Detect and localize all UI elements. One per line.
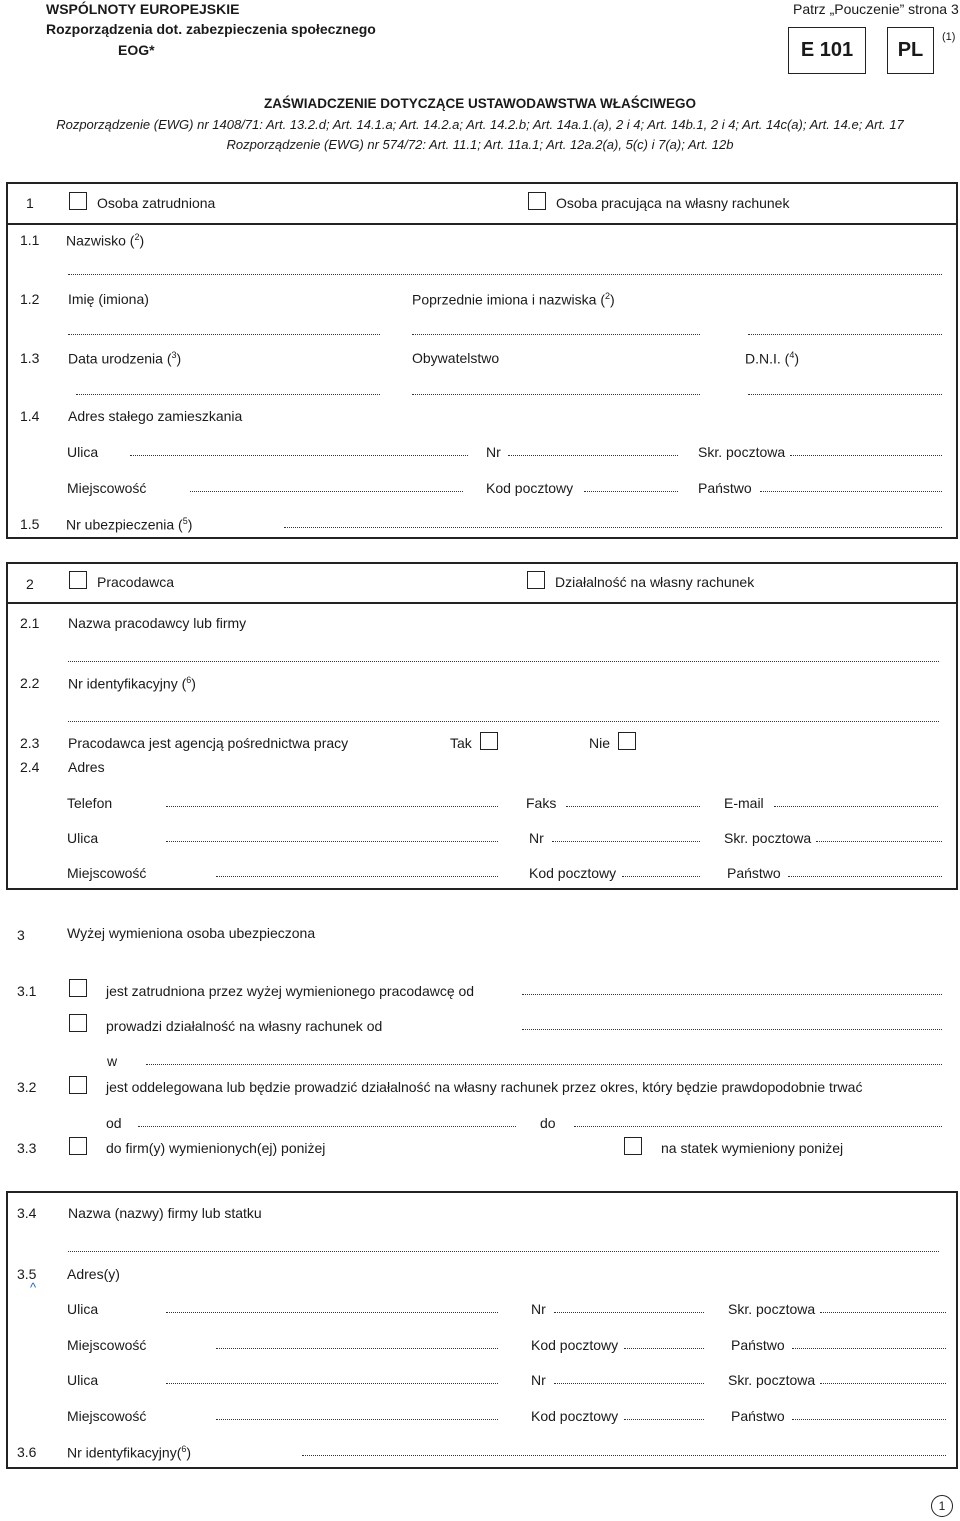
section-3-frame <box>6 1191 958 1469</box>
agency-no-label: Nie <box>589 735 611 751</box>
section-3-heading: Wyżej wymieniona osoba ubezpieczona <box>67 925 316 941</box>
firm-po-box-2-field[interactable] <box>820 1383 946 1384</box>
instructions-note: Patrz „Pouczenie” strona 3 <box>793 1 959 17</box>
employer-po-box-field[interactable] <box>816 841 942 842</box>
nationality-field[interactable] <box>412 394 700 395</box>
birth-date-label <box>68 351 181 366</box>
page-number: 1 <box>931 1495 953 1517</box>
employer-postcode-field[interactable] <box>622 876 700 877</box>
to-ship-label: na statek wymieniony poniżej <box>661 1140 844 1156</box>
surname-label <box>66 233 144 248</box>
employed-since-label: jest zatrudniona przez wyżej wymienionego pracodawcę od <box>106 983 475 999</box>
firm-id-footnote: 6 <box>181 1444 187 1454</box>
employer-country-label: Państwo <box>727 865 781 881</box>
item-2-4-number: 2.4 <box>20 759 40 775</box>
employed-since-checkbox[interactable] <box>69 979 87 997</box>
self-since-checkbox[interactable] <box>69 1014 87 1032</box>
firm-postcode-1-label: Kod pocztowy <box>531 1337 619 1353</box>
firm-street-1-label: Ulica <box>67 1301 99 1317</box>
period-to-field[interactable] <box>574 1126 942 1127</box>
insurance-number-label <box>66 517 192 532</box>
previous-names-footnote: 2 <box>604 291 610 301</box>
firm-number-1-field[interactable] <box>554 1312 704 1313</box>
birth-date-field[interactable] <box>76 394 380 395</box>
employer-checkbox[interactable] <box>69 571 87 589</box>
postcode-label: Kod pocztowy <box>486 480 574 496</box>
surname-field[interactable] <box>68 274 942 275</box>
period-from-label: od <box>106 1115 122 1131</box>
item-3-6-number: 3.6 <box>17 1444 37 1460</box>
item-3-4-number: 3.4 <box>17 1205 37 1221</box>
dni-footnote: 4 <box>789 350 795 360</box>
firm-street-2-field[interactable] <box>166 1383 498 1384</box>
previous-names-close: ) <box>610 291 615 308</box>
employer-number-field[interactable] <box>552 841 700 842</box>
employer-id-field[interactable] <box>68 721 939 722</box>
agency-yes-label: Tak <box>450 735 472 751</box>
agency-label: Pracodawca jest agencją pośrednictwa pracy <box>68 735 349 751</box>
agency-yes-checkbox[interactable] <box>480 732 498 750</box>
item-2-2-number: 2.2 <box>20 675 40 691</box>
self-activity-label: Działalność na własny rachunek <box>555 574 755 590</box>
employer-address-label: Adres <box>68 759 105 775</box>
org-line-2: Rozporządzenia dot. zabezpieczenia społecznego <box>46 21 376 37</box>
in-label: w <box>107 1053 118 1069</box>
item-1-2-number: 1.2 <box>20 291 40 307</box>
employer-postcode-label: Kod pocztowy <box>529 865 617 881</box>
employer-name-label: Nazwa pracodawcy lub firmy <box>68 615 247 631</box>
employer-id-text: Nr identyfikacyjny ( <box>68 675 187 692</box>
employer-label: Pracodawca <box>97 574 175 590</box>
phone-label: Telefon <box>67 795 113 811</box>
firm-street-1-field[interactable] <box>166 1312 498 1313</box>
employer-country-field[interactable] <box>788 876 942 877</box>
country-label: Państwo <box>698 480 752 496</box>
employer-number-label: Nr <box>529 830 544 846</box>
addresses-label: Adres(y) <box>67 1266 120 1282</box>
self-activity-checkbox[interactable] <box>527 571 545 589</box>
employer-id-close: ) <box>191 675 196 692</box>
insurance-number-field[interactable] <box>284 527 942 528</box>
employer-city-label: Miejscowość <box>67 865 147 881</box>
firm-id-text: Nr identyfikacyjny( <box>67 1444 182 1461</box>
firm-postcode-2-field[interactable] <box>624 1419 704 1420</box>
insurance-number-close: ) <box>187 516 193 533</box>
self-since-field[interactable] <box>522 1029 942 1030</box>
to-firms-label: do firm(y) wymienionych(ej) poniżej <box>106 1140 326 1156</box>
insurance-number-footnote: 5 <box>182 516 188 526</box>
item-1-4-number: 1.4 <box>20 408 40 424</box>
self-since-label: prowadzi działalność na własny rachunek od <box>106 1018 383 1034</box>
fax-label: Faks <box>526 795 557 811</box>
firm-po-box-1-label: Skr. pocztowa <box>728 1301 816 1317</box>
po-box-field[interactable] <box>790 455 942 456</box>
firm-number-2-field[interactable] <box>554 1383 704 1384</box>
first-names-label: Imię (imiona) <box>68 291 149 307</box>
email-label: E-mail <box>724 795 764 811</box>
firm-country-2-label: Państwo <box>731 1408 785 1424</box>
nationality-label: Obywatelstwo <box>412 350 500 366</box>
regulation-line-1: Rozporządzenie (EWG) nr 1408/71: Art. 13.2.d; Art. 14.1.a; Art. 14.2.a; Art. 14.2.b; Art. 14a.1.(a), 2 i 4; Art. 14b.1, 2 i 4; Art. 14c(a); Art. 14.e; Art. 17 <box>56 117 904 132</box>
firm-po-box-1-field[interactable] <box>820 1312 946 1313</box>
item-1-3-number: 1.3 <box>20 350 40 366</box>
employer-city-field[interactable] <box>216 876 498 877</box>
org-line-3: EOG* <box>118 42 155 58</box>
firm-city-2-label: Miejscowość <box>67 1408 147 1424</box>
self-employed-label: Osoba pracująca na własny rachunek <box>556 195 790 211</box>
firm-city-1-field[interactable] <box>216 1348 498 1349</box>
agency-no-checkbox[interactable] <box>618 732 636 750</box>
firm-po-box-2-label: Skr. pocztowa <box>728 1372 816 1388</box>
firm-city-1-label: Miejscowość <box>67 1337 147 1353</box>
item-2-1-number: 2.1 <box>20 615 40 631</box>
item-3-2-number: 3.2 <box>17 1079 37 1095</box>
surname-close: ) <box>139 232 145 249</box>
firm-postcode-2-label: Kod pocztowy <box>531 1408 619 1424</box>
firm-postcode-1-field[interactable] <box>624 1348 704 1349</box>
form-title: ZAŚWIADCZENIE DOTYCZĄCE USTAWODAWSTWA WŁAŚCIWEGO <box>264 96 696 111</box>
birth-date-text: Data urodzenia ( <box>68 350 172 367</box>
street-label: Ulica <box>67 444 99 460</box>
employed-since-field[interactable] <box>522 994 942 995</box>
section-3-number: 3 <box>17 927 25 943</box>
email-field[interactable] <box>774 806 938 807</box>
city-field[interactable] <box>190 491 463 492</box>
item-3-5-number: 3.5 <box>17 1266 37 1282</box>
postcode-field[interactable] <box>584 491 678 492</box>
employer-street-label: Ulica <box>67 830 99 846</box>
previous-names-field-2[interactable] <box>748 334 942 335</box>
firm-city-2-field[interactable] <box>216 1419 498 1420</box>
surname-footnote: 2 <box>134 232 140 242</box>
dni-close: ) <box>794 350 800 367</box>
firm-id-label <box>67 1445 191 1460</box>
to-firms-checkbox[interactable] <box>69 1137 87 1155</box>
section-1-divider <box>6 223 958 225</box>
self-employed-checkbox[interactable] <box>528 192 546 210</box>
birth-date-footnote: 3 <box>171 350 177 360</box>
previous-names-label <box>412 292 615 307</box>
item-1-1-number: 1.1 <box>20 232 40 248</box>
employer-name-field[interactable] <box>68 661 939 662</box>
employer-po-box-label: Skr. pocztowa <box>724 830 812 846</box>
employed-checkbox[interactable] <box>69 192 87 210</box>
employed-label: Osoba zatrudniona <box>97 195 216 211</box>
dni-label <box>745 351 799 366</box>
posted-checkbox[interactable] <box>69 1076 87 1094</box>
firm-number-2-label: Nr <box>531 1372 546 1388</box>
caret-mark: ^ <box>30 1280 37 1295</box>
firm-id-field[interactable] <box>302 1455 946 1456</box>
street-field[interactable] <box>130 455 468 456</box>
to-ship-checkbox[interactable] <box>624 1137 642 1155</box>
item-2-3-number: 2.3 <box>20 735 40 751</box>
section-2-divider <box>6 602 958 604</box>
first-names-field[interactable] <box>68 334 380 335</box>
firm-number-1-label: Nr <box>531 1301 546 1317</box>
regulation-line-2: Rozporządzenie (EWG) nr 574/72: Art. 11.1; Art. 11a.1; Art. 12a.2(a), 5(c) i 7(a); Art. 12b <box>226 137 734 152</box>
firm-id-close: ) <box>186 1444 192 1461</box>
permanent-address-label: Adres stałego zamieszkania <box>68 408 243 424</box>
house-number-label: Nr <box>486 444 501 460</box>
previous-names-field-1[interactable] <box>412 334 700 335</box>
country-field[interactable] <box>760 491 942 492</box>
city-label: Miejscowość <box>67 480 147 496</box>
phone-field[interactable] <box>166 806 498 807</box>
item-3-3-number: 3.3 <box>17 1140 37 1156</box>
firm-country-2-field[interactable] <box>792 1419 946 1420</box>
footnote-ref: (1) <box>942 31 956 43</box>
form-code-box: E 101 <box>788 27 866 74</box>
period-from-field[interactable] <box>138 1126 516 1127</box>
in-field[interactable] <box>146 1064 942 1065</box>
org-line-1: WSPÓLNOTY EUROPEJSKIE <box>46 1 240 17</box>
po-box-label: Skr. pocztowa <box>698 444 786 460</box>
section-2-number: 2 <box>26 576 34 592</box>
dni-field[interactable] <box>748 394 942 395</box>
period-to-label: do <box>540 1115 556 1131</box>
house-number-field[interactable] <box>508 455 678 456</box>
surname-text: Nazwisko ( <box>66 232 135 249</box>
employer-id-footnote: 6 <box>186 675 192 685</box>
insurance-number-text: Nr ubezpieczenia ( <box>66 516 183 533</box>
firm-name-field[interactable] <box>68 1251 939 1252</box>
firm-country-1-label: Państwo <box>731 1337 785 1353</box>
firm-name-label: Nazwa (nazwy) firmy lub statku <box>68 1205 262 1221</box>
section-1-number: 1 <box>26 195 34 211</box>
dni-text: D.N.I. ( <box>745 350 790 367</box>
firm-country-1-field[interactable] <box>792 1348 946 1349</box>
fax-field[interactable] <box>566 806 700 807</box>
employer-id-label <box>68 676 196 691</box>
item-1-5-number: 1.5 <box>20 516 40 532</box>
country-code-box: PL <box>887 27 934 74</box>
item-3-1-number: 3.1 <box>17 983 37 999</box>
posted-label: jest oddelegowana lub będzie prowadzić działalność na własny rachunek przez okres, który będzie prawdopodobnie trwać <box>106 1079 863 1095</box>
birth-date-close: ) <box>176 350 182 367</box>
firm-street-2-label: Ulica <box>67 1372 99 1388</box>
previous-names-text: Poprzednie imiona i nazwiska ( <box>412 291 605 308</box>
employer-street-field[interactable] <box>166 841 498 842</box>
